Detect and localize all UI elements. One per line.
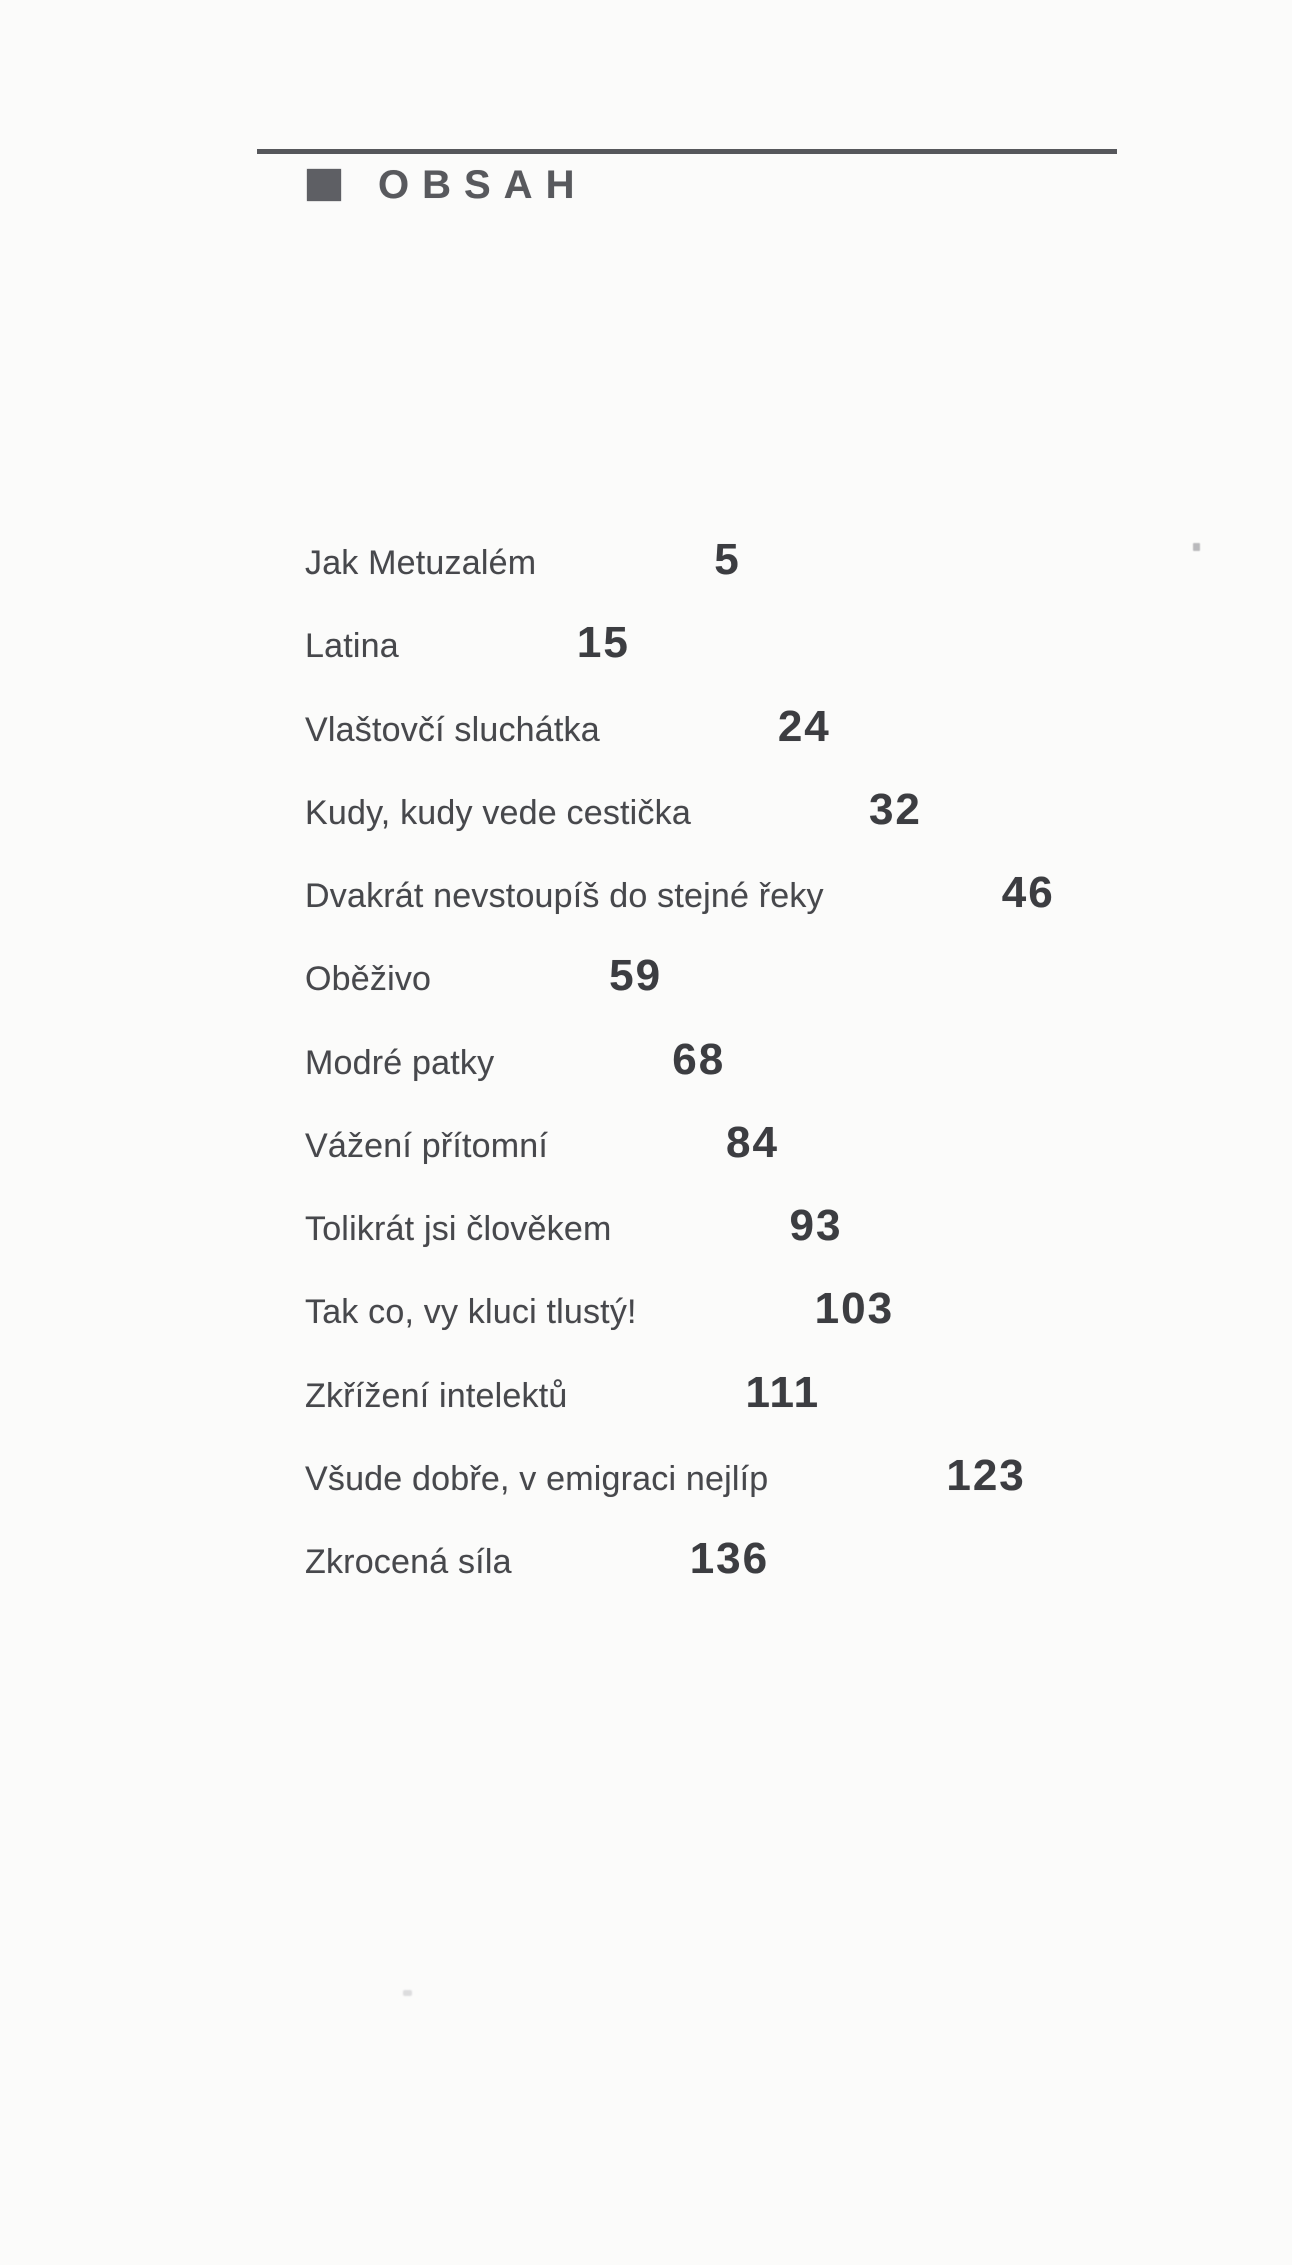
page-header: [307, 163, 588, 207]
toc-entry-page-number: 59: [609, 951, 663, 1001]
toc-entry-page-number: 123: [946, 1450, 1026, 1500]
toc-entry-title: Tolikrát jsi člověkem: [305, 1210, 612, 1248]
toc-entry: [305, 1451, 1205, 1534]
toc-entry-title: Všude dobře, v emigraci nejlíp: [305, 1459, 769, 1498]
toc-entry-page-number: 24: [777, 701, 831, 751]
page-title: OBSAH: [378, 163, 588, 207]
toc-entry: [305, 1201, 1205, 1284]
toc-entry-title: Zkřížení intelektů: [305, 1376, 568, 1415]
toc-entry-title: Dvakrát nevstoupíš do stejné řeky: [305, 877, 824, 915]
toc-entry-page-number: 46: [1001, 868, 1055, 917]
toc-entry: [305, 785, 1205, 868]
toc-entry-page-number: 32: [868, 784, 922, 834]
toc-entry-title: Tak co, vy kluci tlustý!: [305, 1293, 637, 1332]
toc-entry-page-number: 111: [745, 1367, 821, 1417]
square-bullet-icon: [307, 169, 341, 201]
toc-entry-title: Jak Metuzalém: [305, 544, 537, 582]
toc-entry: [305, 1035, 1205, 1118]
scan-speck: [403, 1990, 412, 1996]
toc-entry: [305, 1118, 1205, 1201]
toc-entry: [305, 535, 1205, 618]
toc-entry: [305, 702, 1205, 785]
toc-entry-page-number: 84: [726, 1117, 779, 1167]
toc-entry-page-number: 5: [714, 535, 741, 584]
toc-entry-title: Vážení přítomní: [305, 1126, 549, 1165]
toc-entry: [305, 1368, 1205, 1451]
toc-list: [305, 535, 1205, 1617]
toc-entry-page-number: 103: [814, 1284, 895, 1334]
toc-entry: [305, 618, 1205, 701]
toc-entry-title: Modré patky: [305, 1043, 495, 1082]
toc-entry-title: Kudy, kudy vede cestička: [305, 793, 691, 832]
toc-entry-page-number: 136: [689, 1534, 770, 1583]
toc-entry-title: Oběživo: [305, 960, 432, 999]
toc-entry-title: Vlaštovčí sluchátka: [305, 710, 600, 749]
toc-entry-page-number: 93: [789, 1201, 843, 1250]
toc-entry-page-number: 68: [672, 1034, 726, 1084]
header-rule: [257, 149, 1117, 154]
toc-entry: [305, 1534, 1205, 1617]
toc-entry-title: Zkrocená síla: [305, 1543, 512, 1581]
toc-entry-title: Latina: [305, 627, 399, 666]
toc-entry-page-number: 15: [576, 618, 630, 668]
scan-speck: [1193, 543, 1200, 551]
toc-entry: [305, 951, 1205, 1034]
toc-entry: [305, 1284, 1205, 1367]
toc-entry: [305, 868, 1205, 951]
